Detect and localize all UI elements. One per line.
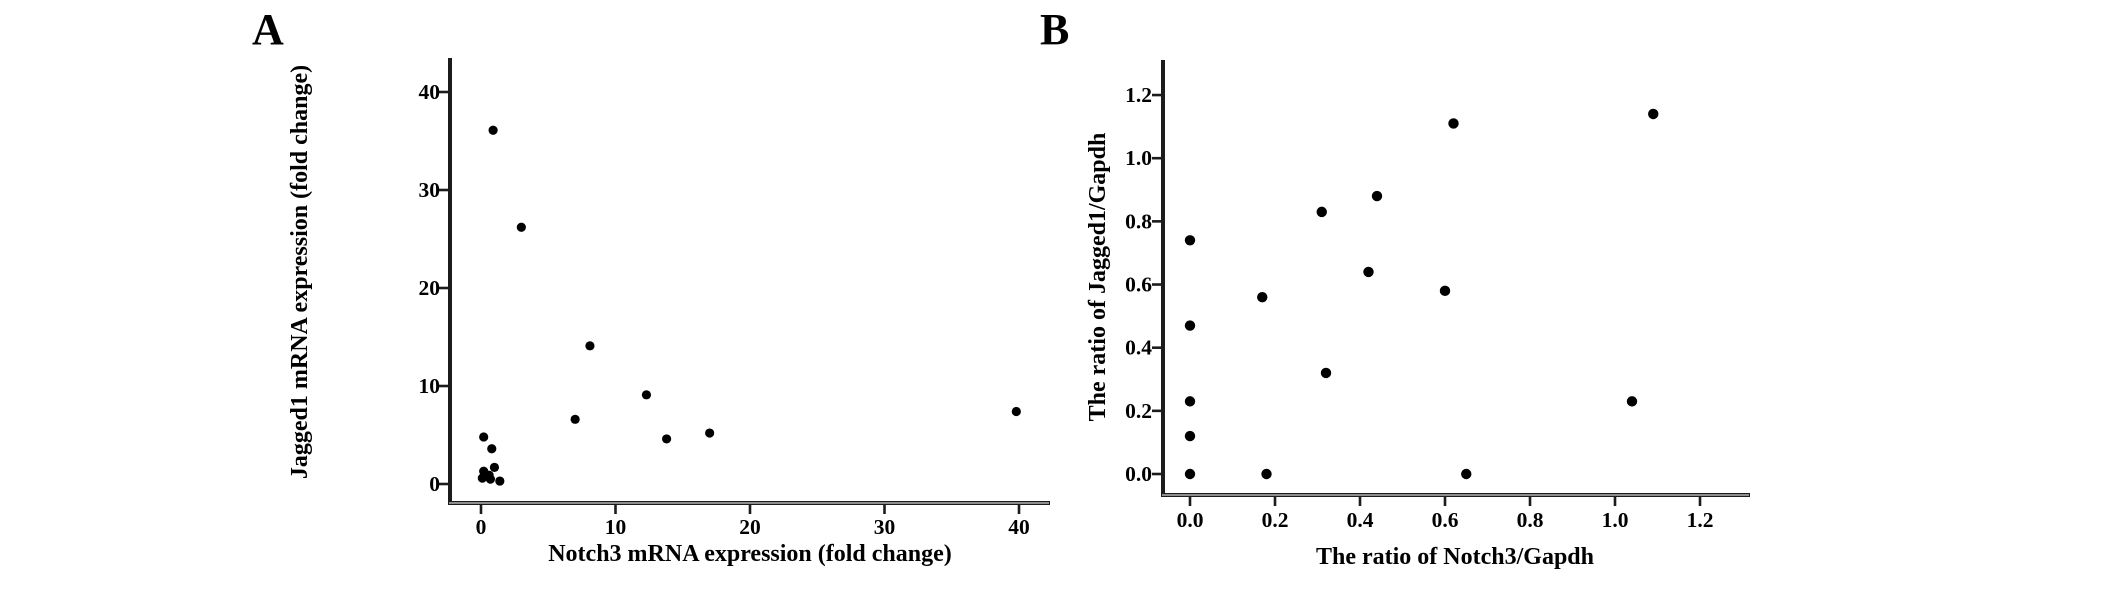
panel-b-data-point [1185,396,1195,406]
panel-a-y-tick-label: 20 [418,276,440,300]
panel-b-data-point [1461,469,1471,479]
panel-b-data-point [1321,368,1331,378]
panel-b-data-point [1185,320,1195,330]
panel-b-y-tick-label: 0.8 [1125,209,1152,234]
panel-a-data-point [487,444,496,453]
panel-b-data-point [1448,118,1458,128]
panel-a-data-point [585,341,594,350]
panel-b-data-point [1372,191,1382,201]
panel-a-y-tick-label: 10 [418,374,440,398]
panel-b-y-tick-label: 0.6 [1125,272,1152,297]
panel-a-y-tick-label: 0 [429,472,440,496]
panel-b-x-tick-label: 0.0 [1176,508,1204,532]
panel-a-x-tick-label: 0 [475,515,487,539]
panel-a-data-point [662,434,671,443]
panel-a-data-point [1012,407,1021,416]
panel-a-data-point [705,428,714,437]
panel-b-y-tick-label: 0.0 [1125,462,1152,486]
panel-b-x-tick-label: 1.0 [1601,508,1629,532]
panel-b-x-tick-label: 1.2 [1686,508,1714,532]
panel-a-x-tick-label: 10 [604,515,627,539]
panel-b-y-tick-label: 0.2 [1125,398,1152,423]
panel-b-data-point [1257,292,1267,302]
panel-b-y-axis-title: The ratio of Jagged1/Gapdh [1085,132,1111,422]
panel-a-x-tick-label: 30 [873,515,896,539]
panel-b-y-tick-label: 0.4 [1125,335,1152,360]
panel-b-data-point [1317,207,1327,217]
panel-b-data-point [1185,235,1195,245]
panel-a-data-point [495,476,504,485]
panel-b-data-point [1261,469,1271,479]
panel-a-x-tick-label: 20 [739,515,761,539]
panel-a-label: A [252,5,284,54]
panel-b-data-point [1627,396,1637,406]
panel-a-x-axis-title: Notch3 mRNA expression (fold change) [548,541,952,567]
panel-b-x-tick-label: 0.6 [1431,508,1459,532]
panel-a-data-point [490,463,499,472]
panel-a-x-tick-label: 40 [1008,515,1030,539]
panel-a-data-point [478,474,487,483]
panel-b-data-point [1648,109,1658,119]
panel-b-y-tick-label: 1.0 [1125,146,1152,171]
panel-a-y-tick-label: 30 [418,178,440,202]
panel-b-x-axis-title: The ratio of Notch3/Gapdh [1315,544,1594,570]
panel-b-label: B [1040,5,1070,54]
panel-a-data-point [479,432,488,441]
panel-b-data-point [1185,431,1195,441]
panel-a-data-point [489,126,498,135]
panel-b-data-point [1363,267,1373,277]
panel-a-data-point [642,390,651,399]
panel-b-y-tick-label: 1.2 [1125,83,1152,108]
panel-a-data-point [486,475,495,484]
panel-a-data-point [571,415,580,424]
panel-b-x-tick-label: 0.2 [1261,508,1289,532]
panel-b-data-point [1185,469,1195,479]
panel-a-y-tick-label: 40 [418,80,440,104]
panel-a-data-point [517,223,526,232]
panel-b-data-point [1440,286,1450,296]
panel-b-x-tick-label: 0.8 [1516,508,1544,532]
panel-a-y-axis-title: Jagged1 mRNA expression (fold change) [287,64,313,480]
panel-b-x-tick-label: 0.4 [1346,508,1374,532]
